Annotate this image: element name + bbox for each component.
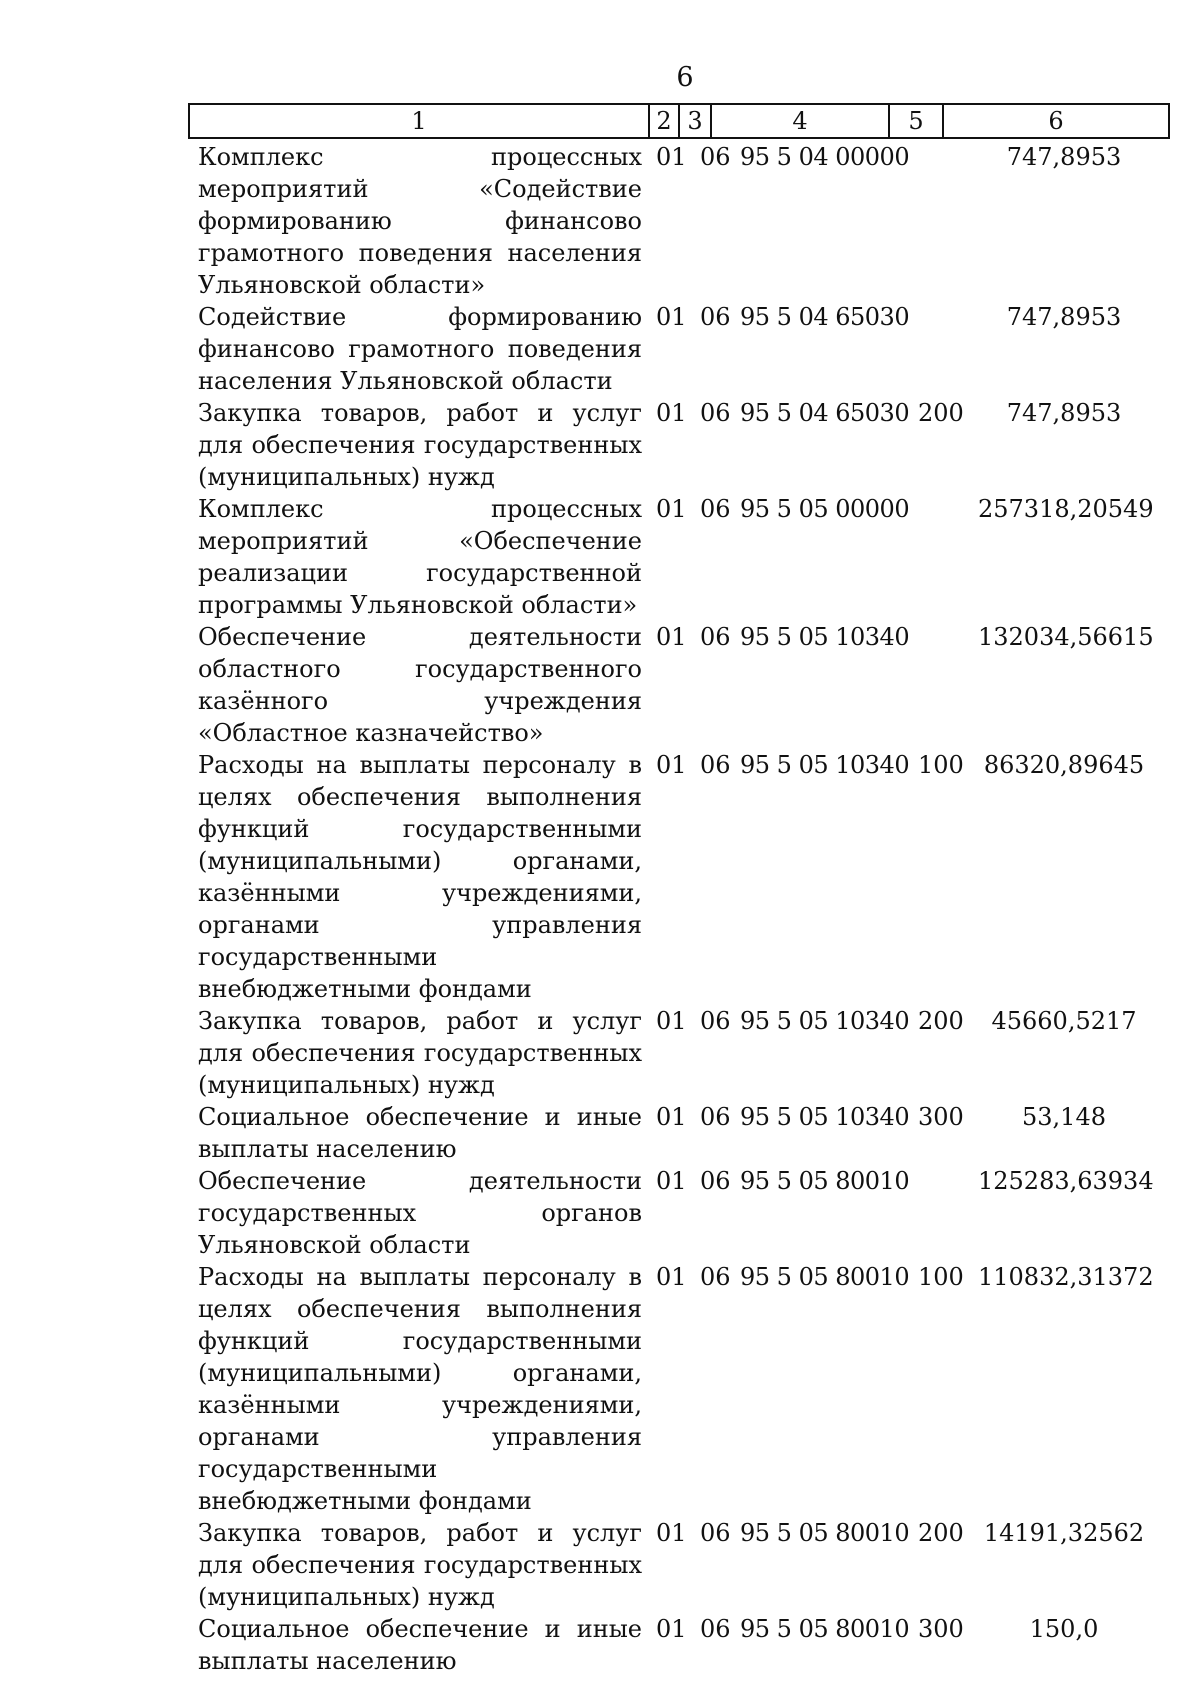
row-name: Обеспечение деятельности областного государственного казённого учреждения «Областное казначейство»: [198, 623, 642, 747]
row-amount: 45660,5217: [991, 1007, 1137, 1035]
row-name: Расходы на выплаты персоналу в целях обеспечения выполнения функций государственными (муниципальными) органами, казёнными учреждениями, органами управления государственными внебюджетными фондами: [198, 1263, 642, 1515]
row-name: Закупка товаров, работ и услуг для обеспечения государственных (муниципальных) нужд: [198, 1519, 642, 1611]
row-name: Обеспечение деятельности государственных органов Ульяновской области: [198, 1167, 642, 1259]
row-target-code: 95 5 04 65030: [740, 399, 910, 427]
table-row: [198, 141, 1198, 301]
row-target-code: 95 5 05 10340: [740, 751, 910, 779]
row-subsection-code: 06: [700, 1167, 731, 1195]
row-subsection-code: 06: [700, 1615, 731, 1643]
row-target-code: 95 5 04 65030: [740, 303, 910, 331]
table-row: [198, 397, 1198, 493]
table-row: [198, 301, 1198, 397]
row-target-code: 95 5 05 10340: [740, 1103, 910, 1131]
row-target-code: 95 5 05 10340: [740, 623, 910, 651]
column-header-table: [188, 103, 1170, 139]
row-section-code: 01: [656, 1263, 687, 1291]
row-target-code: 95 5 05 00000: [740, 495, 910, 523]
row-name: Комплекс процессных мероприятий «Обеспечение реализации государственной программы Ульяновской области»: [198, 495, 642, 619]
row-expense-type: 100: [918, 751, 964, 779]
table-row: [198, 1261, 1198, 1517]
row-amount: 110832,31372: [978, 1263, 1154, 1291]
row-name: Комплекс процессных мероприятий «Содействие формированию финансово грамотного поведения населения Ульяновской области»: [198, 143, 642, 299]
row-expense-type: 300: [918, 1615, 964, 1643]
column-header-1: 1: [189, 104, 649, 138]
column-header-3: 3: [679, 104, 711, 138]
row-target-code: 95 5 04 00000: [740, 143, 910, 171]
row-subsection-code: 06: [700, 303, 731, 331]
row-name: Закупка товаров, работ и услуг для обеспечения государственных (муниципальных) нужд: [198, 399, 642, 491]
row-expense-type: 200: [918, 1007, 964, 1035]
row-subsection-code: 06: [700, 1103, 731, 1131]
column-header-6: 6: [943, 104, 1169, 138]
row-amount: 747,8953: [1006, 143, 1122, 171]
table-row: [198, 1101, 1198, 1165]
budget-rows: [198, 141, 1198, 1677]
row-amount: 125283,63934: [978, 1167, 1154, 1195]
row-section-code: 01: [656, 1615, 687, 1643]
row-section-code: 01: [656, 303, 687, 331]
table-row: [198, 493, 1198, 621]
row-name: Закупка товаров, работ и услуг для обеспечения государственных (муниципальных) нужд: [198, 1007, 642, 1099]
page-number: 6: [676, 62, 694, 93]
row-subsection-code: 06: [700, 495, 731, 523]
row-target-code: 95 5 05 80010: [740, 1167, 910, 1195]
row-expense-type: 300: [918, 1103, 964, 1131]
row-amount: 86320,89645: [983, 751, 1145, 779]
row-name: Расходы на выплаты персоналу в целях обеспечения выполнения функций государственными (муниципальными) органами, казёнными учреждениями, органами управления государственными внебюджетными фондами: [198, 751, 642, 1003]
row-section-code: 01: [656, 1103, 687, 1131]
row-section-code: 01: [656, 1167, 687, 1195]
row-section-code: 01: [656, 623, 687, 651]
column-header-4: 4: [711, 104, 889, 138]
row-subsection-code: 06: [700, 1519, 731, 1547]
row-amount: 132034,56615: [978, 623, 1154, 651]
row-target-code: 95 5 05 10340: [740, 1007, 910, 1035]
row-amount: 257318,20549: [978, 495, 1154, 523]
row-section-code: 01: [656, 1519, 687, 1547]
table-row: [198, 1613, 1198, 1677]
column-header-5: 5: [889, 104, 943, 138]
row-expense-type: 100: [918, 1263, 964, 1291]
row-section-code: 01: [656, 399, 687, 427]
row-name: Социальное обеспечение и иные выплаты населению: [198, 1103, 642, 1163]
row-name: Социальное обеспечение и иные выплаты населению: [198, 1615, 642, 1675]
row-subsection-code: 06: [700, 1007, 731, 1035]
row-amount: 53,148: [1022, 1103, 1106, 1131]
row-section-code: 01: [656, 751, 687, 779]
table-row: [198, 749, 1198, 1005]
row-section-code: 01: [656, 495, 687, 523]
row-subsection-code: 06: [700, 1263, 731, 1291]
row-amount: 747,8953: [1006, 399, 1122, 427]
column-header-2: 2: [649, 104, 679, 138]
row-subsection-code: 06: [700, 143, 731, 171]
table-row: [198, 1517, 1198, 1613]
row-subsection-code: 06: [700, 751, 731, 779]
row-subsection-code: 06: [700, 399, 731, 427]
column-header-row: [189, 104, 1169, 138]
row-section-code: 01: [656, 1007, 687, 1035]
row-expense-type: 200: [918, 399, 964, 427]
row-amount: 150,0: [1029, 1615, 1099, 1643]
row-name: Содействие формированию финансово грамотного поведения населения Ульяновской области: [198, 303, 642, 395]
row-target-code: 95 5 05 80010: [740, 1519, 910, 1547]
row-expense-type: 200: [918, 1519, 964, 1547]
row-amount: 14191,32562: [983, 1519, 1145, 1547]
table-row: [198, 1165, 1198, 1261]
row-target-code: 95 5 05 80010: [740, 1615, 910, 1643]
row-amount: 747,8953: [1006, 303, 1122, 331]
row-target-code: 95 5 05 80010: [740, 1263, 910, 1291]
row-subsection-code: 06: [700, 623, 731, 651]
table-row: [198, 621, 1198, 749]
table-row: [198, 1005, 1198, 1101]
row-section-code: 01: [656, 143, 687, 171]
